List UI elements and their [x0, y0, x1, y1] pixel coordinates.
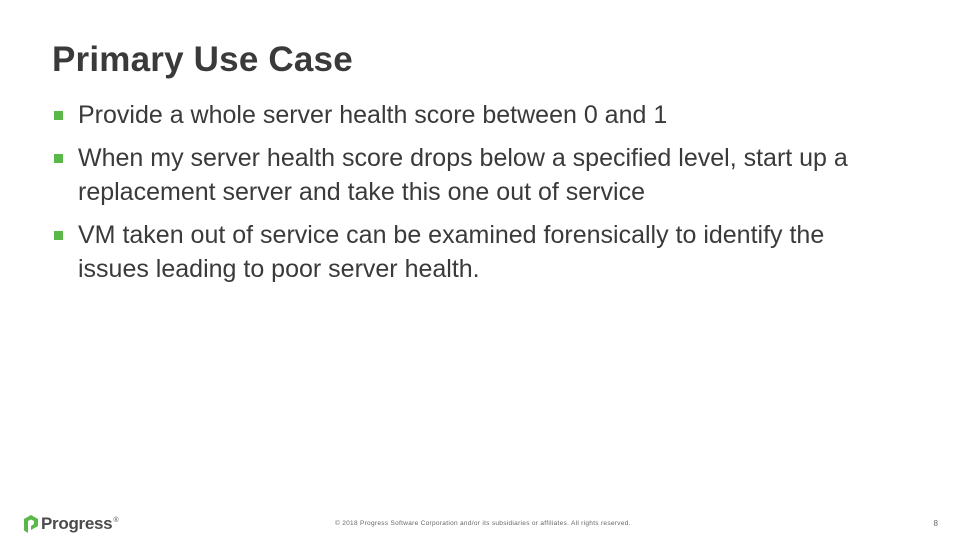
page-number: 8: [933, 519, 938, 528]
bullet-item: [52, 141, 892, 209]
progress-logo: [24, 513, 118, 535]
bullet-item: [52, 218, 892, 286]
progress-logo-icon: [24, 515, 38, 533]
logo-registered-mark: ®: [113, 517, 119, 524]
square-bullet-icon: [54, 154, 63, 163]
bullet-text: VM taken out of service can be examined forensically to identify the issues leading to poor server health.: [78, 221, 825, 283]
bullet-text: Provide a whole server health score between 0 and 1: [78, 101, 668, 129]
logo-text: Progress: [41, 514, 113, 533]
square-bullet-icon: [54, 231, 63, 240]
square-bullet-icon: [54, 111, 63, 120]
bullet-list: [52, 98, 892, 295]
bullet-item: [52, 98, 892, 132]
slide-title: Primary Use Case: [52, 40, 353, 79]
bullet-text: When my server health score drops below a specified level, start up a replacement server and take this one out of service: [78, 144, 848, 206]
copyright-notice: © 2018 Progress Software Corporation and/or its subsidiaries or affiliates. All rights reserved.: [335, 520, 631, 527]
